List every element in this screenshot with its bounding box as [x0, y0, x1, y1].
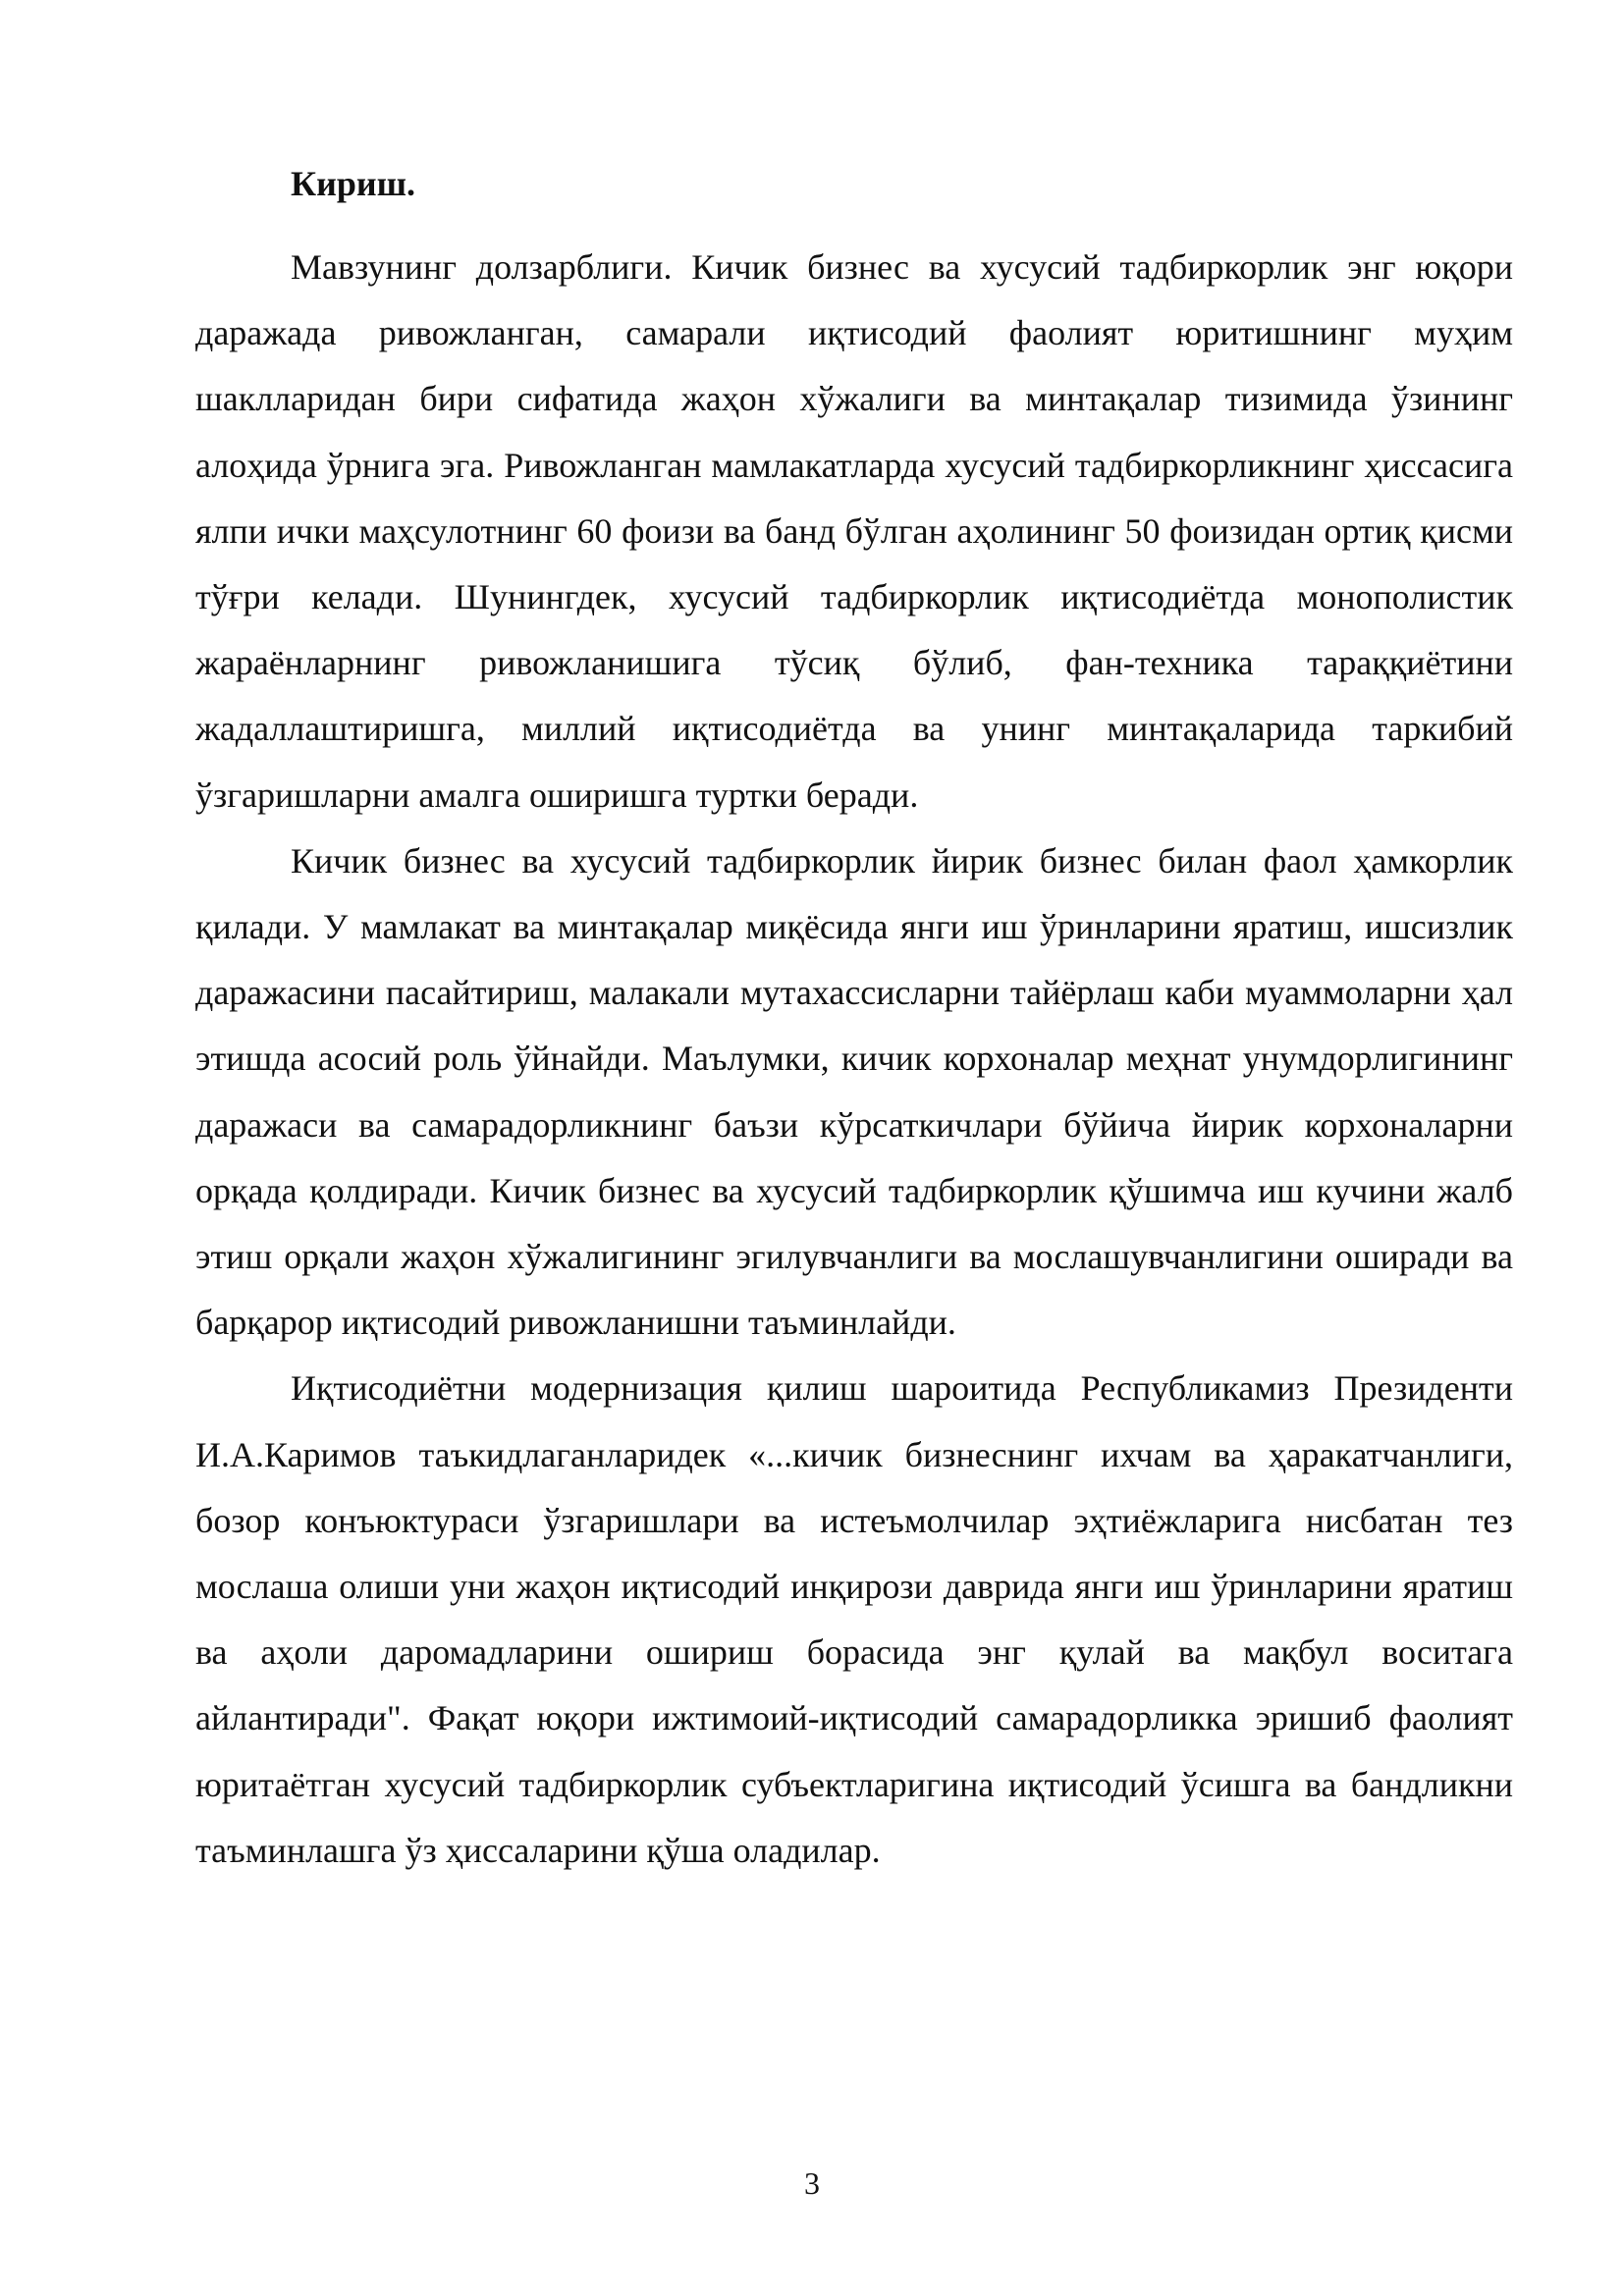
paragraph-modernization: Иқтисодиётни модернизация қилиш шароитида Республикамиз Президенти И.А.Каримов таъкидлаганларидек «...кичик бизнеснинг ихчам ва ҳаракатчанлиги, бозор конъюктураси ўзгаришлари ва истеъмолчилар эҳтиёжларига нисбатан тез мослаша олиши уни жаҳон иқтисодий инқирози даврида янги иш ўринларини яратиш ва аҳоли даромадларини ошириш борасида энг қулай ва мақбул воситага айлантиради". Фақат юқори ижтимоий-иқтисодий самарадорликка эришиб фаолият юритаётган хусусий тадбиркорлик субъектларигина иқтисодий ўсишга ва бандликни таъминлашга ўз ҳиссаларини қўша оладилар. [195, 1368, 1513, 1870]
paragraph-relevance: Мавзунинг долзарблиги. Кичик бизнес ва хусусий тадбиркорлик энг юқори даражада ривожланган, самарали иқтисодий фаолият юритишнинг муҳим шаклларидан бири сифатида жаҳон хўжалиги ва минтақалар тизимида ўзининг алоҳида ўрнига эга. Ривожланган мамлакатларда хусусий тадбиркорликнинг ҳиссасига ялпи ички маҳсулотнинг 60 фоизи ва банд бўлган аҳолининг 50 фоизидан ортиқ қисми тўғри келади. Шунингдек, хусусий тадбиркорлик иқтисодиётда монополистик жараёнларнинг ривожланишига тўсиқ бўлиб, фан-техника тараққиётини жадаллаштиришга, миллий иқтисодиётда ва унинг минтақаларида таркибий ўзгаришларни амалга оширишга туртки беради. [195, 247, 1513, 815]
section-heading: Кириш. [291, 164, 416, 203]
page-number: 3 [804, 2165, 820, 2201]
paragraph-cooperation: Кичик бизнес ва хусусий тадбиркорлик йирик бизнес билан фаол ҳамкорлик қилади. У мамлакат ва минтақалар миқёсида янги иш ўринларини яратиш, ишсизлик даражасини пасайтириш, малакали мутахассисларни тайёрлаш каби муаммоларни ҳал этишда асосий роль ўйнайди. Маълумки, кичик корхоналар меҳнат унумдорлигининг даражаси ва самарадорликнинг баъзи кўрсаткичлари бўйича йирик корхоналарни орқада қолдиради. Кичик бизнес ва хусусий тадбиркорлик қўшимча иш кучини жалб этиш орқали жаҳон хўжалигининг эгилувчанлиги ва мослашувчанлигини оширади ва барқарор иқтисодий ривожланишни таъминлайди. [195, 840, 1513, 1343]
page-content [195, 151, 1513, 1884]
